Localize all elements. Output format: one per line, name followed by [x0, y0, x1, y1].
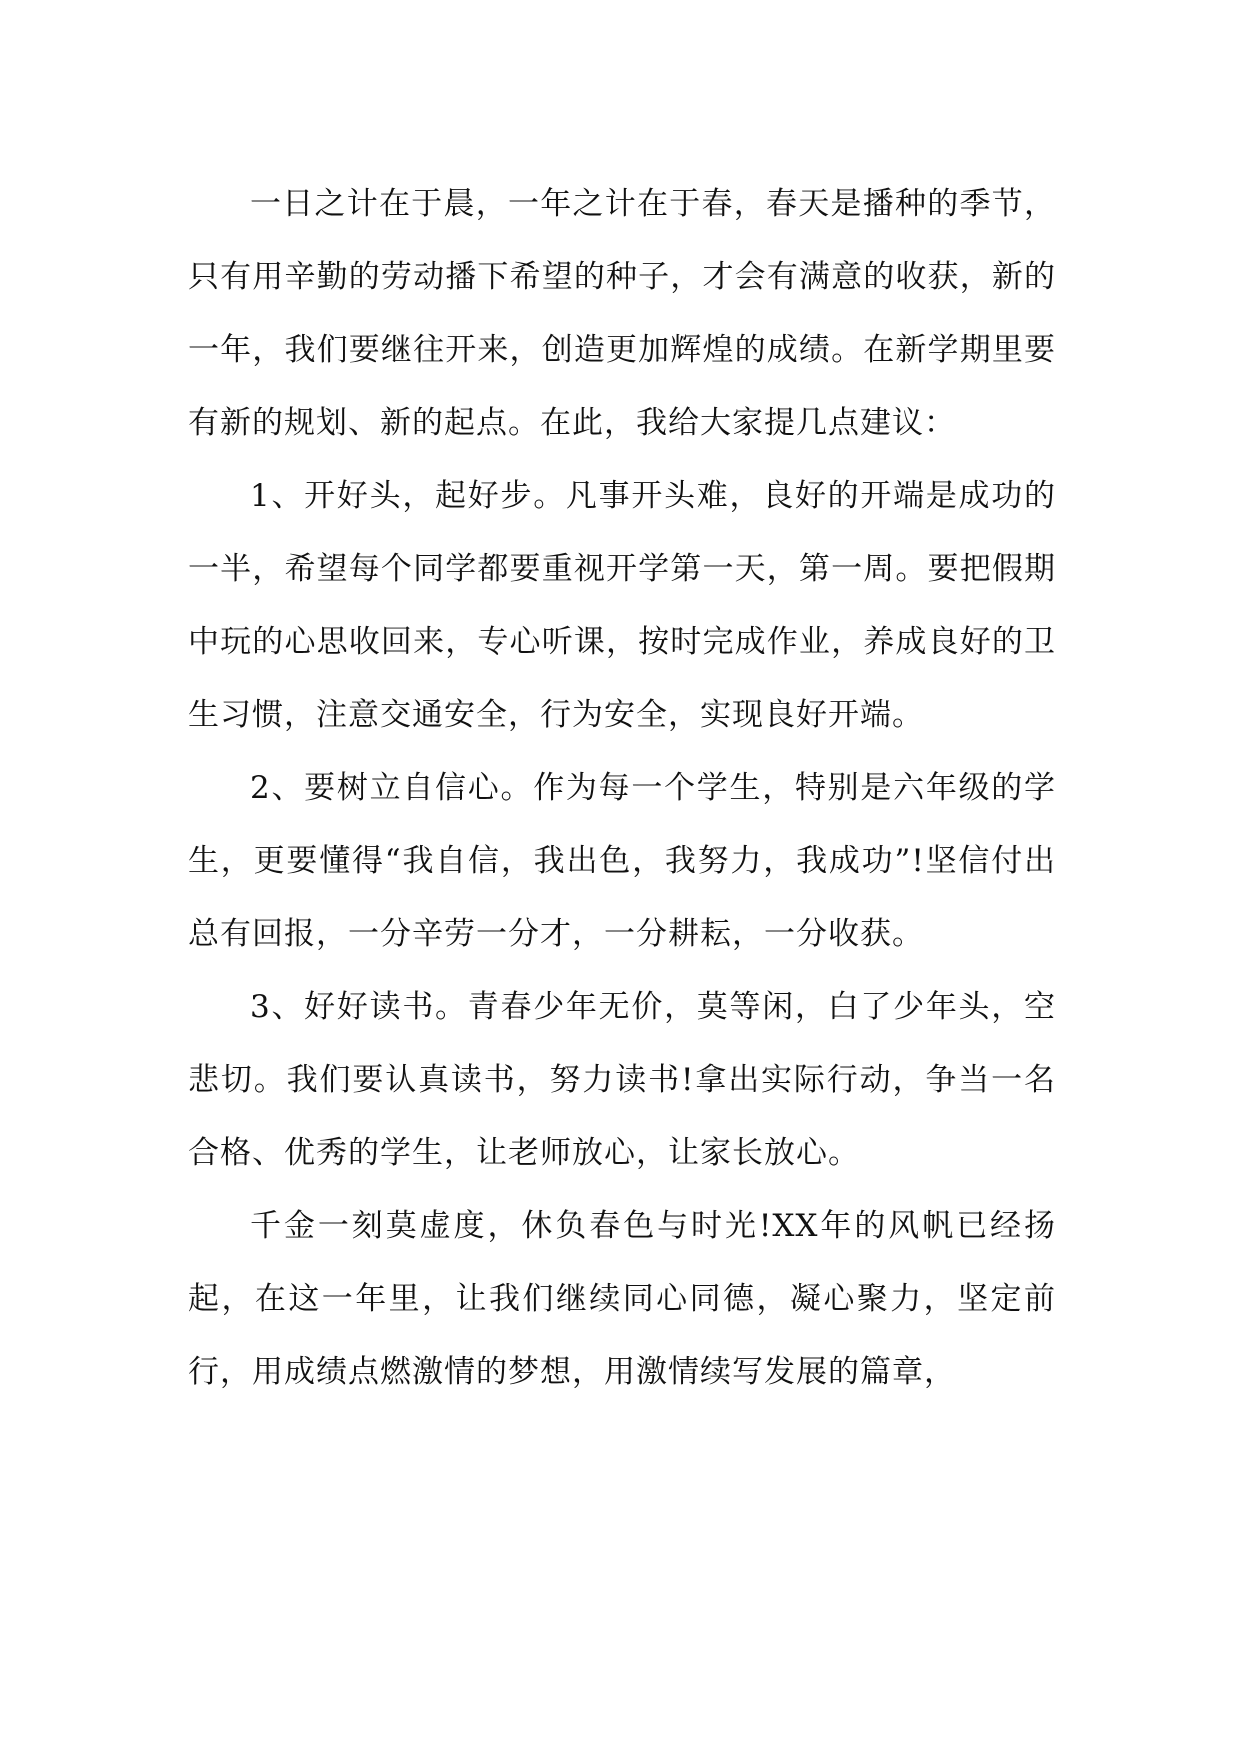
paragraph-suggestion-1: 1、开好头，起好步。凡事开头难，良好的开端是成功的一半，希望每个同学都要重视开学第一天，第一周。要把假期中玩的心思收回来，专心听课，按时完成作业，养成良好的卫生习惯，注意交通安全，行为安全，实现良好开端。: [188, 478, 1056, 733]
paragraph-suggestion-2: 2、要树立自信心。作为每一个学生，特别是六年级的学生，更要懂得“我自信，我出色，我努力，我成功”!坚信付出总有回报，一分辛劳一分才，一分耕耘，一分收获。: [188, 770, 1056, 952]
document-body: [188, 168, 1056, 1409]
paragraph-intro: 一日之计在于晨，一年之计在于春，春天是播种的季节，只有用辛勤的劳动播下希望的种子，才会有满意的收获，新的一年，我们要继往开来，创造更加辉煌的成绩。在新学期里要有新的规划、新的起点。在此，我给大家提几点建议：: [188, 186, 1056, 441]
paragraph-suggestion-3: 3、好好读书。青春少年无价，莫等闲，白了少年头，空悲切。我们要认真读书，努力读书!拿出实际行动，争当一名合格、优秀的学生，让老师放心，让家长放心。: [188, 989, 1056, 1171]
paragraph-closing: 千金一刻莫虚度，休负春色与时光!XX年的风帆已经扬起，在这一年里，让我们继续同心同德，凝心聚力，坚定前行，用成绩点燃激情的梦想，用激情续写发展的篇章，: [188, 1208, 1056, 1390]
